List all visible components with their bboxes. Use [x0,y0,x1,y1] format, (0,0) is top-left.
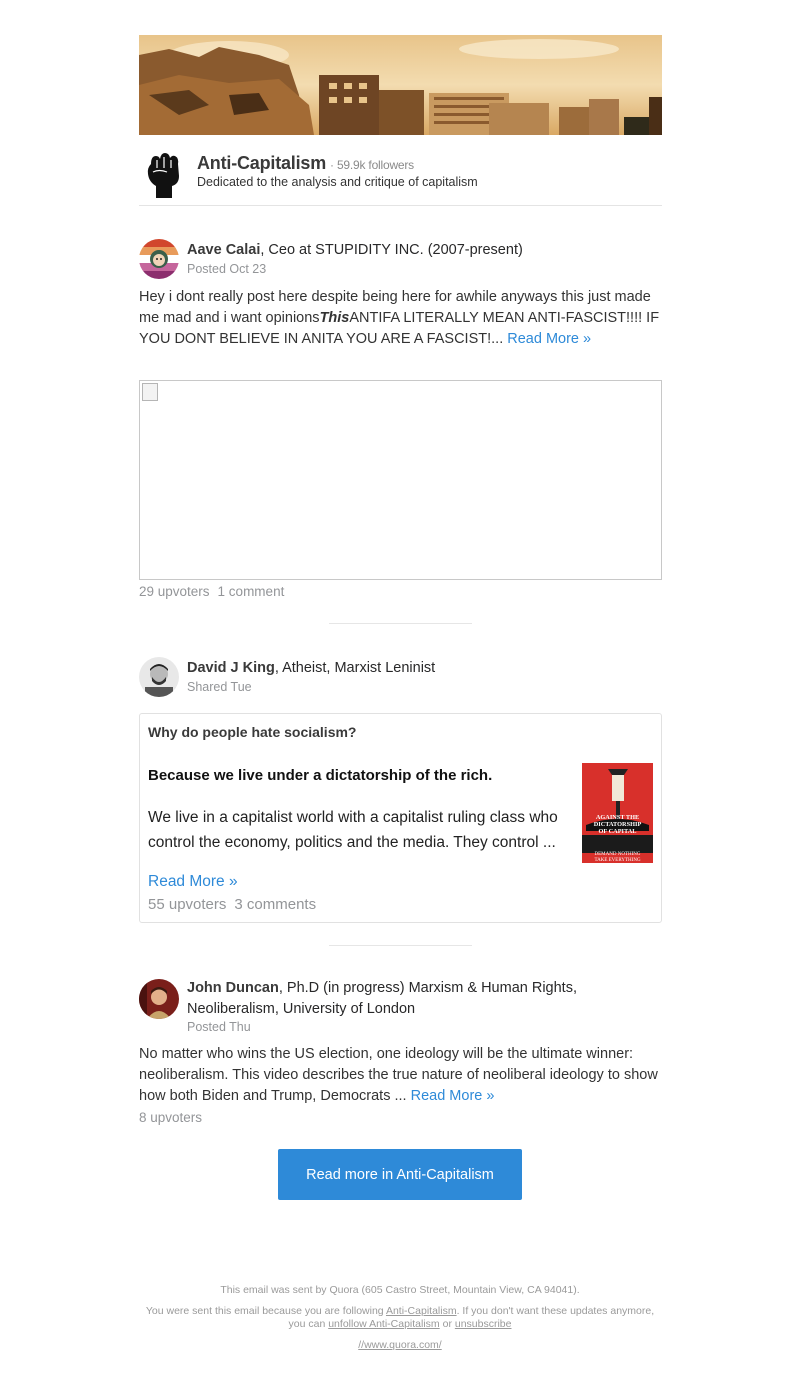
author-name[interactable]: John Duncan [187,980,279,996]
avatar[interactable] [139,657,179,697]
author-credential: , Atheist, Marxist Leninist [274,660,436,676]
author-name[interactable]: David J King [187,660,275,676]
post-text-emphasis: This [319,310,350,326]
space-description: Dedicated to the analysis and critique of capitalism [197,175,478,189]
space-link[interactable]: Anti-Capitalism [385,1305,457,1317]
read-more-link[interactable]: Read More » [507,331,592,347]
author-line [187,658,435,679]
author-name[interactable]: Aave Calai [187,242,261,258]
question-title[interactable]: Why do people hate socialism? [148,724,357,740]
quora-home-link[interactable]: //www.quora.com/ [358,1339,442,1351]
thumbnail-text-line: DEMAND NOTHING [594,852,641,857]
unfollow-link[interactable]: unfollow Anti-Capitalism [328,1318,440,1330]
shared-answer-card[interactable] [139,713,662,923]
read-more-in-space-button[interactable]: Read more in Anti-Capitalism [278,1149,522,1200]
post-timestamp: Posted Oct 23 [187,262,267,276]
upvoters-count[interactable]: 8 upvoters [139,1110,203,1125]
answer-excerpt: We live in a capitalist world with a capitalist ruling class who control the economy, politics and the media. They control ... [148,809,558,851]
post-stats [139,1110,202,1125]
post-excerpt[interactable] [139,1044,662,1107]
upvoters-count[interactable]: 55 upvoters [148,896,227,913]
thumbnail-text-line: AGAINST THE [595,814,640,821]
thumbnail-text-line: TAKE EVERYTHING [594,858,641,863]
read-more-link[interactable]: Read More » [410,1088,495,1104]
post-image[interactable] [139,380,662,580]
footer-subscription-info [0,1305,800,1331]
footer-text: . If you don't want these updates anymore, you can [288,1305,655,1330]
author-line [187,240,523,261]
thumbnail-text-line: DICTATORSHIP [593,821,642,828]
space-banner-image[interactable] [139,35,662,135]
footer-text: or [439,1318,455,1330]
read-more-link[interactable]: Read More » [148,873,238,890]
avatar[interactable] [139,239,179,279]
post-timestamp: Shared Tue [187,680,252,694]
space-name-link[interactable]: Anti-Capitalism [197,153,327,173]
author-credential: , Ceo at STUPIDITY INC. (2007-present) [260,242,523,258]
space-header [139,148,662,206]
post-stats [148,896,316,913]
author-credential: , Ph.D (in progress) Marxism & Human Rights, Neoliberalism, University of London [187,980,577,1017]
broken-image-icon [142,383,158,401]
post-divider [329,623,472,624]
comments-count[interactable]: 3 comments [234,896,317,913]
email-footer [0,1284,800,1352]
answer-headline: Because we live under a dictatorship of the rich. [148,767,493,784]
answer-thumbnail[interactable] [582,763,653,863]
post-text: Hey i dont really post here despite being here for awhile anyways this just made me mad and i want opinions [139,289,651,326]
post-stats [139,584,284,599]
footer-sender-info: This email was sent by Quora (605 Castro Street, Mountain View, CA 94041). [220,1284,580,1296]
post-excerpt[interactable] [139,287,662,350]
post-text: No matter who wins the US election, one ideology will be the ultimate winner: neoliberalism. This video describes the true nature of neoliberal ideology to show how both Biden and Trump, Democrats ... [139,1046,658,1104]
space-follower-count: · 59.9k followers [330,158,414,172]
unsubscribe-link[interactable]: unsubscribe [454,1318,512,1330]
avatar[interactable] [139,979,179,1019]
post-text: ANTIFA LITERALLY MEAN ANTI-FASCIST!!!! IF YOU DONT BELIEVE IN ANITA YOU ARE A FASCIST!... [139,310,660,347]
raised-fist-icon[interactable] [145,150,183,200]
footer-text: You were sent this email because you are following [145,1305,386,1317]
author-line [187,978,657,1020]
post-timestamp: Posted Thu [187,1020,251,1034]
space-title[interactable] [197,153,414,174]
post-divider [329,945,472,946]
upvoters-count[interactable]: 29 upvoters [139,584,210,599]
comments-count[interactable]: 1 comment [217,584,285,599]
thumbnail-text-line: OF CAPITAL [598,828,637,835]
